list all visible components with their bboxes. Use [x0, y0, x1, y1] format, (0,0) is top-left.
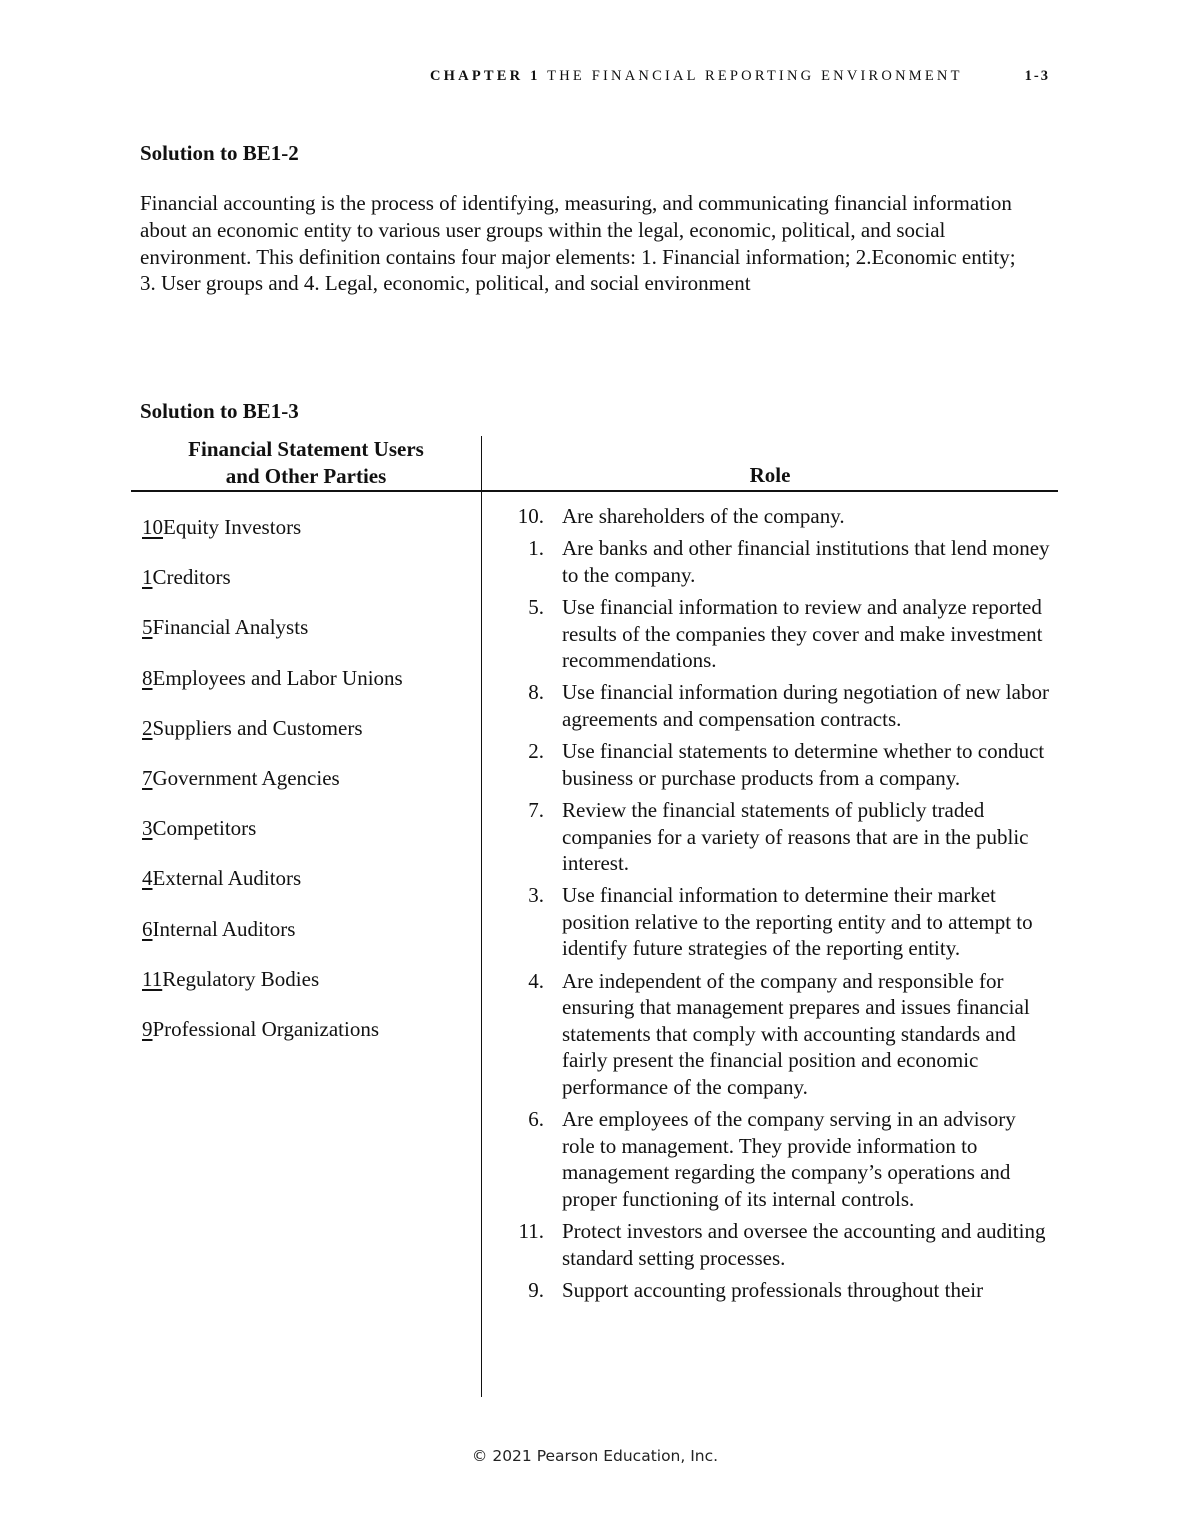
column-header-parties [131, 436, 481, 489]
role-item [482, 1106, 1058, 1212]
party-item [142, 564, 403, 614]
role-number: 10. [517, 504, 544, 528]
be1-2-body: Financial accounting is the process of identifying, measuring, and communicating financial information about an economic entity to various user groups within the legal, economic, political, and social environment. This definition contains four major elements: 1. Financial information; 2.Economic entity; 3. User groups and 4. Legal, economic, political, and social environment [140, 191, 1016, 296]
role-number: 7. [528, 797, 544, 822]
party-name: Suppliers and Customers [152, 715, 363, 740]
party-name: Creditors [152, 565, 231, 590]
party-item [142, 865, 403, 915]
party-item [142, 614, 403, 664]
role-item [482, 738, 1058, 791]
chapter-label: CHAPTER 1 [430, 68, 541, 84]
role-text: Support accounting professionals throughout their [562, 1277, 984, 1302]
role-number: 11. [518, 1219, 544, 1244]
party-number: 2 [142, 715, 153, 740]
role-item [482, 679, 1058, 732]
role-text: Review the financial statements of publicly traded companies for a variety of reasons that are in the public interest. [562, 797, 1029, 876]
column-header-line: Financial Statement Users [188, 437, 424, 461]
role-text: Protect investors and oversee the accounting and auditing standard setting processes. [562, 1219, 1046, 1270]
party-name: Employees and Labor Unions [152, 665, 403, 690]
party-number: 4 [142, 866, 153, 891]
party-number: 8 [142, 665, 153, 690]
running-header [430, 68, 1050, 85]
column-header-role: Role [749, 463, 791, 487]
party-number: 9 [142, 1016, 153, 1041]
role-number: 4. [528, 968, 544, 993]
party-item [142, 966, 403, 1016]
party-number: 5 [142, 615, 153, 640]
role-item [482, 1218, 1058, 1271]
party-number: 7 [142, 765, 153, 790]
party-name: Regulatory Bodies [162, 966, 320, 991]
party-number: 11 [142, 966, 163, 991]
page-number: 1-3 [1024, 68, 1050, 84]
party-item [142, 514, 403, 564]
role-text: Are independent of the company and responsible for ensuring that management prepares and issues financial statements that comply with accounting standards and fairly present the financial position and economic performance of the company. [562, 968, 1030, 1100]
copyright-footer: © 2021 Pearson Education, Inc. [471, 1447, 719, 1465]
role-text: Use financial information to review and analyze reported results of the companies they cover and make investment recommendations. [562, 594, 1043, 673]
role-number: 1. [528, 536, 544, 561]
party-item [142, 665, 403, 715]
role-text: Are banks and other financial institutions that lend money to the company. [562, 536, 1050, 587]
role-number: 9. [528, 1277, 544, 1302]
role-item [482, 594, 1058, 674]
party-number: 10 [142, 515, 163, 539]
party-number: 3 [142, 816, 153, 841]
party-item [142, 765, 403, 815]
role-item [482, 1277, 1058, 1304]
column-header-line: and Other Parties [225, 463, 387, 488]
roles-list [482, 503, 1058, 1309]
header-rule [131, 490, 1058, 492]
party-number: 6 [142, 916, 153, 941]
role-number: 3. [528, 883, 544, 908]
party-name: Government Agencies [152, 765, 340, 790]
role-number: 8. [528, 680, 544, 705]
be1-2-heading: Solution to BE1-2 [140, 141, 299, 165]
role-item [482, 535, 1058, 588]
party-item [142, 715, 403, 765]
role-item [482, 882, 1058, 962]
role-number: 2. [528, 739, 544, 764]
role-text: Use financial statements to determine whether to conduct business or purchase products from a company. [562, 739, 1045, 790]
party-number: 1 [142, 565, 153, 590]
role-text: Are shareholders of the company. [562, 504, 845, 528]
party-name: Internal Auditors [152, 916, 296, 941]
party-name: Equity Investors [163, 515, 302, 539]
party-name: External Auditors [152, 866, 302, 891]
role-text: Use financial information during negotiation of new labor agreements and compensation contracts. [562, 680, 1049, 731]
role-number: 6. [528, 1107, 544, 1132]
party-item [142, 916, 403, 966]
chapter-title: THE FINANCIAL REPORTING ENVIRONMENT [547, 68, 963, 84]
role-item [482, 968, 1058, 1101]
party-name: Financial Analysts [152, 615, 309, 640]
role-text: Use financial information to determine their market position relative to the reporting entity and to attempt to identify future strategies of the reporting entity. [562, 883, 1033, 961]
party-name: Competitors [152, 816, 257, 841]
party-item [142, 1016, 403, 1066]
party-item [142, 815, 403, 865]
role-item [482, 797, 1058, 877]
role-item [482, 503, 1058, 530]
be1-3-heading: Solution to BE1-3 [140, 399, 299, 423]
party-name: Professional Organizations [152, 1016, 379, 1041]
parties-list [142, 514, 403, 1066]
role-number: 5. [528, 594, 544, 619]
role-text: Are employees of the company serving in an advisory role to management. They provide information to management regarding the company’s operations and proper functioning of its internal controls. [562, 1107, 1016, 1211]
